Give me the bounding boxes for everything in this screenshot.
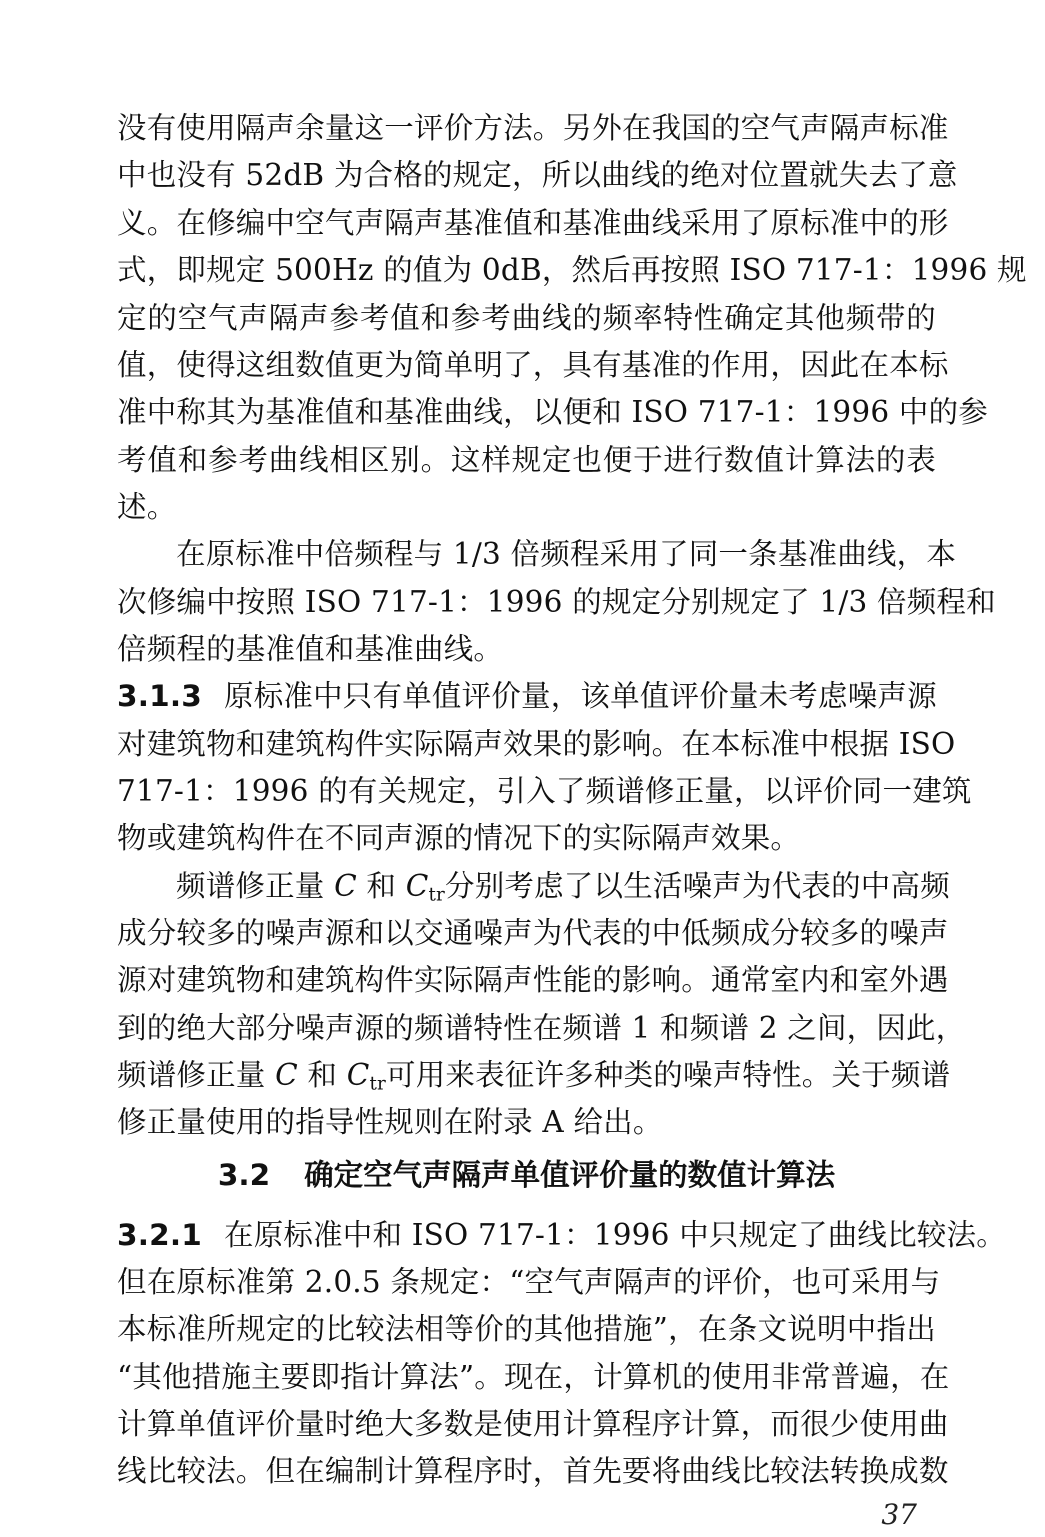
symbol-c: C xyxy=(334,869,357,903)
text-line: 成分较多的噪声源和以交通噪声为代表的中低频成分较多的噪声 xyxy=(117,916,949,950)
text-line: 修正量使用的指导性规则在附录 A 给出。 xyxy=(117,1105,663,1139)
symbol-ctr: C xyxy=(346,1058,370,1092)
symbol-ctr-subscript: tr xyxy=(369,1073,386,1095)
text-segment: 频谱修正量 xyxy=(117,1058,276,1092)
clause-number: 3.2.1 xyxy=(117,1218,202,1252)
text-line: 准中称其为基准值和基准曲线，以便和 ISO 717-1：1996 中的参 xyxy=(117,395,988,429)
text-segment: 和 xyxy=(297,1058,347,1092)
text-line: 义。在修编中空气声隔声基准值和基准曲线采用了原标准中的形 xyxy=(117,206,949,240)
text-line: 物或建筑构件在不同声源的情况下的实际隔声效果。 xyxy=(117,821,801,855)
section-number: 3.2 xyxy=(217,1158,271,1192)
text-segment: 在原标准中和 ISO 717-1：1996 中只规定了曲线比较法。 xyxy=(224,1218,1006,1252)
section-title: 确定空气声隔声单值评价量的数值计算法 xyxy=(304,1158,836,1192)
text-line: 中也没有 52dB 为合格的规定，所以曲线的绝对位置就失去了意 xyxy=(117,158,958,192)
text-line xyxy=(117,1052,951,1099)
symbol-ctr: C xyxy=(405,869,429,903)
text-line: 但在原标准第 2.0.5 条规定：“空气声隔声的评价，也可采用与 xyxy=(117,1265,941,1299)
symbol-c: C xyxy=(275,1058,298,1092)
text-line: “其他措施主要即指计算法”。现在，计算机的使用非常普遍，在 xyxy=(117,1360,950,1394)
text-segment: 分别考虑了以生活噪声为代表的中高频 xyxy=(445,869,950,903)
text-line: 源对建筑物和建筑构件实际隔声性能的影响。通常室内和室外遇 xyxy=(117,963,949,997)
text-line: 考值和参考曲线相区别。这样规定也便于进行数值计算法的表 xyxy=(117,443,936,477)
text-line: 倍频程的基准值和基准曲线。 xyxy=(117,632,504,666)
text-line xyxy=(117,1212,1006,1259)
text-line: 定的空气声隔声参考值和参考曲线的频率特性确定其他频带的 xyxy=(117,301,936,335)
clause-number: 3.1.3 xyxy=(117,679,202,713)
section-heading xyxy=(117,1150,936,1200)
text-line xyxy=(176,863,950,910)
page-number: 37 xyxy=(881,1498,917,1531)
symbol-ctr-subscript: tr xyxy=(428,884,445,906)
text-segment: 原标准中只有单值评价量，该单值评价量未考虑噪声源 xyxy=(224,679,937,713)
text-line: 717-1：1996 的有关规定，引入了频谱修正量，以评价同一建筑 xyxy=(117,774,972,808)
text-line: 本标准所规定的比较法相等价的其他措施”，在条文说明中指出 xyxy=(117,1312,936,1346)
text-line xyxy=(117,673,936,720)
text-line: 次修编中按照 ISO 717-1：1996 的规定分别规定了 1/3 倍频程和 xyxy=(117,585,996,619)
text-line: 计算单值评价量时绝大多数是使用计算程序计算，而很少使用曲 xyxy=(117,1407,949,1441)
text-line: 到的绝大部分噪声源的频谱特性在频谱 1 和频谱 2 之间，因此， xyxy=(117,1011,966,1045)
text-line: 述。 xyxy=(117,490,177,524)
text-segment: 频谱修正量 xyxy=(176,869,335,903)
text-line: 在原标准中倍频程与 1/3 倍频程采用了同一条基准曲线，本 xyxy=(176,537,957,571)
text-line: 式，即规定 500Hz 的值为 0dB，然后再按照 ISO 717-1：1996 规 xyxy=(117,253,1027,287)
text-line: 对建筑物和建筑构件实际隔声效果的影响。在本标准中根据 ISO xyxy=(117,727,956,761)
text-line: 线比较法。但在编制计算程序时，首先要将曲线比较法转换成数 xyxy=(117,1454,949,1488)
text-segment: 可用来表征许多种类的噪声特性。关于频谱 xyxy=(386,1058,951,1092)
text-line: 值，使得这组数值更为简单明了，具有基准的作用，因此在本标 xyxy=(117,348,949,382)
text-line: 没有使用隔声余量这一评价方法。另外在我国的空气声隔声标准 xyxy=(117,111,949,145)
text-segment: 和 xyxy=(356,869,406,903)
